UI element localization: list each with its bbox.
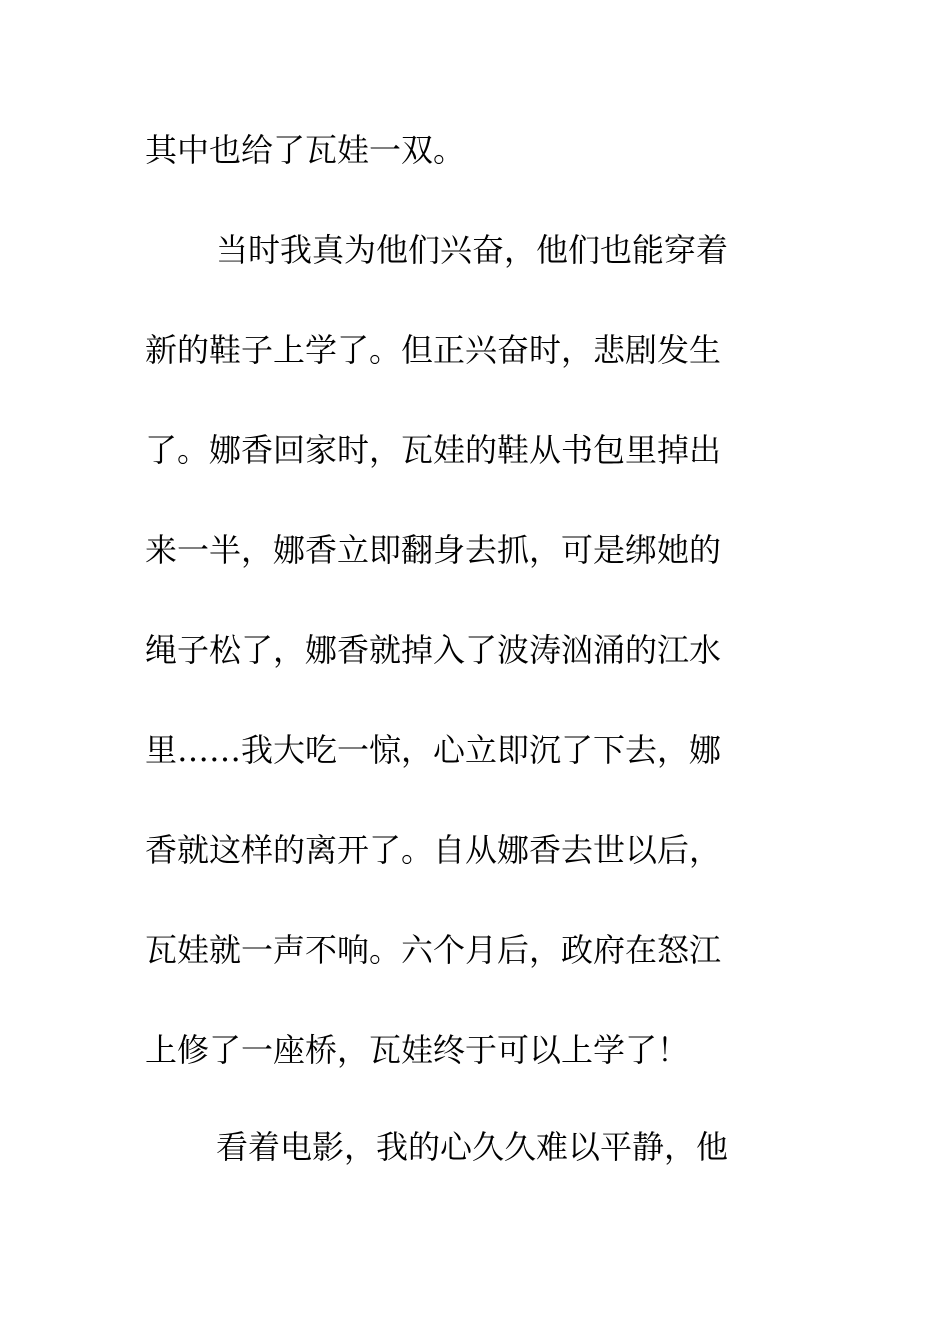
text-line-4: 了。娜香回家时，瓦娃的鞋从书包里掉出	[145, 431, 722, 469]
text-line-1: 其中也给了瓦娃一双。	[145, 131, 466, 169]
text-line-5: 来一半，娜香立即翻身去抓，可是绑她的	[145, 531, 722, 569]
paragraph-start-line-11: 看着电影，我的心久久难以平静，他	[216, 1128, 729, 1166]
text-line-6: 绳子松了，娜香就掉入了波涛汹涌的江水	[145, 631, 722, 669]
text-line-10: 上修了一座桥，瓦娃终于可以上学了！	[145, 1031, 690, 1069]
text-line-7: 里……我大吃一惊，心立即沉了下去，娜	[145, 731, 722, 769]
text-line-8: 香就这样的离开了。自从娜香去世以后，	[145, 831, 722, 869]
text-line-3: 新的鞋子上学了。但正兴奋时，悲剧发生	[145, 331, 722, 369]
text-line-9: 瓦娃就一声不响。六个月后，政府在怒江	[145, 931, 722, 969]
paragraph-start-line-2: 当时我真为他们兴奋，他们也能穿着	[216, 231, 729, 269]
